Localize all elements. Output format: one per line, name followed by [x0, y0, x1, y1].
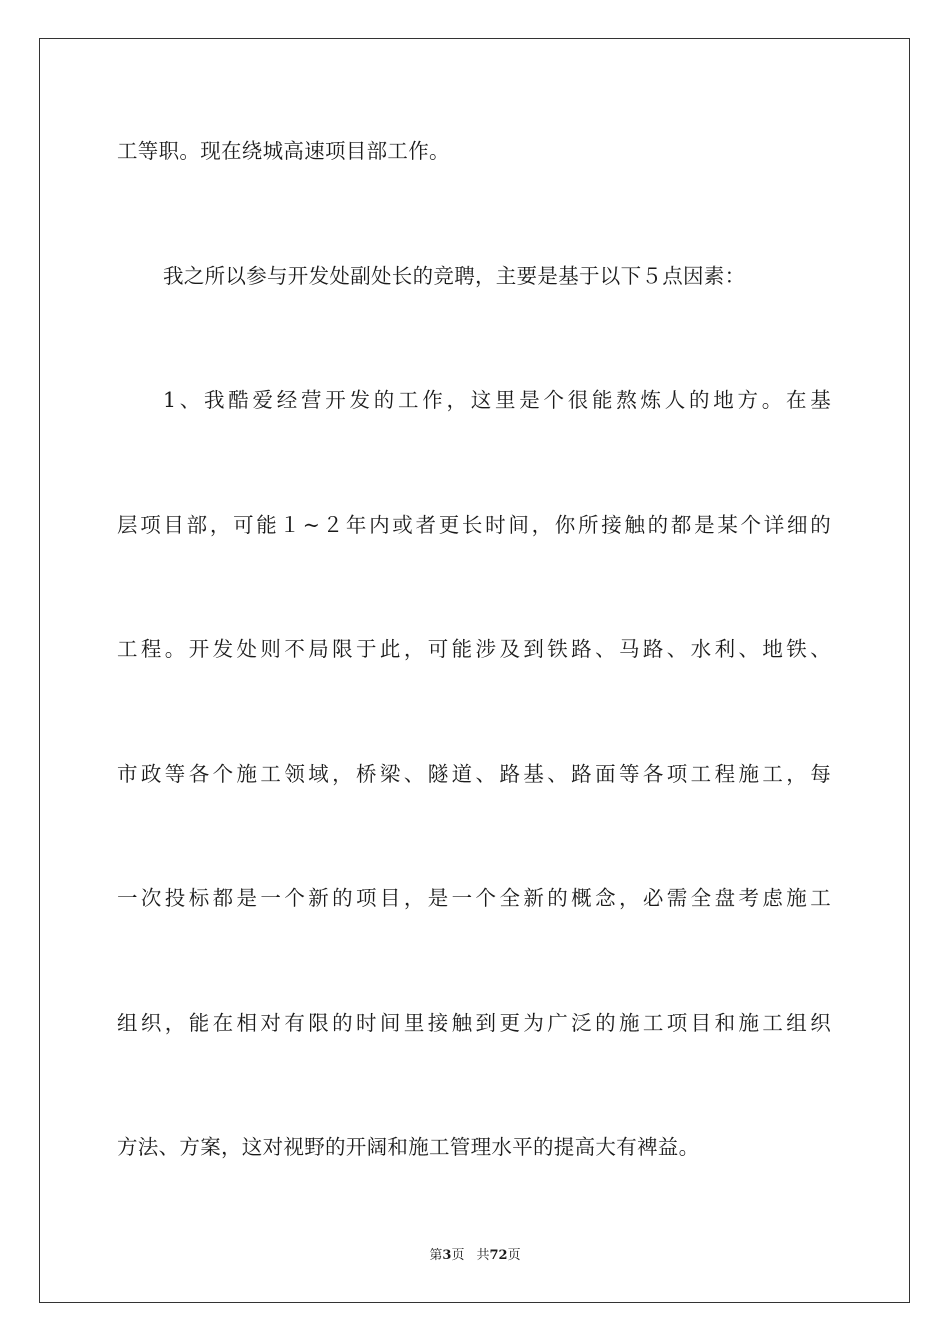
footer-total-prefix: 共 — [476, 1248, 490, 1263]
page-footer — [0, 1247, 950, 1265]
footer-page-number: 3 — [442, 1248, 452, 1263]
footer-total-suffix: 页 — [507, 1248, 521, 1263]
page-border — [39, 38, 910, 1303]
text-line: 层项目部，可能１~２年内或者更长时间，你所接触的都是某个详细的 — [117, 513, 831, 537]
text-line: 市政等各个施工领域，桥梁、隧道、路基、路面等各项工程施工，每 — [117, 762, 831, 786]
text-line: 我之所以参与开发处副处长的竞聘，主要是基于以下５点因素： — [163, 264, 746, 288]
text-line: 1、我酷爱经营开发的工作，这里是个很能熬炼人的地方。在基 — [163, 388, 831, 412]
text-line: 工程。开发处则不局限于此，可能涉及到铁路、马路、水利、地铁、 — [117, 637, 831, 661]
footer-page-suffix: 页 — [451, 1248, 465, 1263]
text-line: 组织，能在相对有限的时间里接触到更为广泛的施工项目和施工组织 — [117, 1011, 831, 1035]
text-line: 工等职。现在绕城高速项目部工作。 — [117, 139, 450, 163]
footer-page-prefix: 第 — [429, 1248, 443, 1263]
text-line: 方法、方案，这对视野的开阔和施工管理水平的提高大有裨益。 — [117, 1135, 700, 1159]
footer-total-pages: 72 — [489, 1248, 508, 1263]
text-line: 一次投标都是一个新的项目，是一个全新的概念，必需全盘考虑施工 — [117, 886, 831, 910]
